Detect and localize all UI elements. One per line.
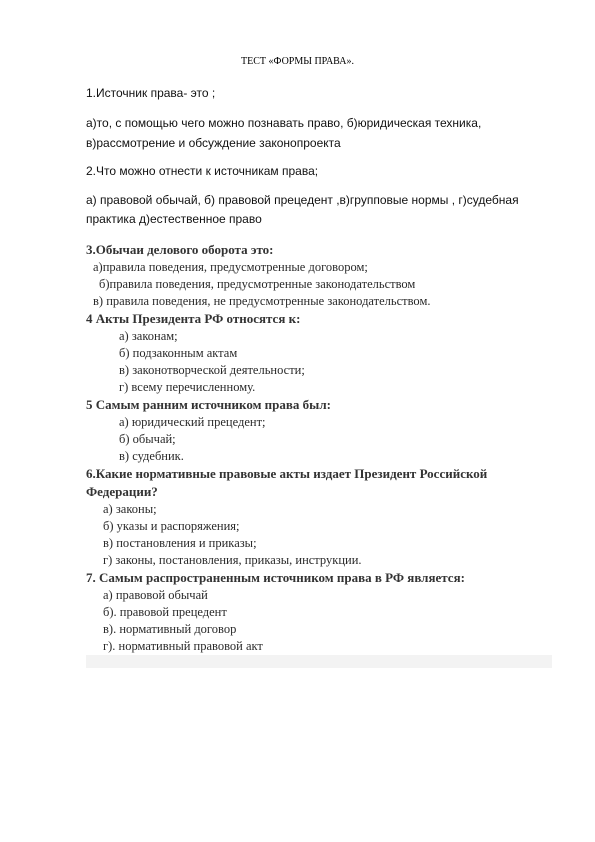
q3-option-b: б)правила поведения, предусмотренные законодательством	[99, 277, 416, 291]
q1-answer-line2: в)рассмотрение и обсуждение законопроекта	[86, 136, 341, 150]
q4-option-d: г) всему перечисленному.	[119, 380, 256, 394]
q4-option-b: б) подзаконным актам	[119, 346, 238, 360]
q7-option-c: в). нормативный договор	[103, 622, 237, 636]
q6-option-b: б) указы и распоряжения;	[103, 519, 240, 533]
q7-option-a: а) правовой обычай	[103, 588, 208, 602]
q3-option-c: в) правила поведения, не предусмотренные законодательством.	[93, 294, 431, 308]
q5-option-a: а) юридический прецедент;	[119, 415, 266, 429]
test-title: ТЕСТ «ФОРМЫ ПРАВА».	[241, 56, 354, 67]
q7-question: 7. Самым распространенным источником права в РФ является:	[86, 570, 465, 585]
q1-question: 1.Источник права- это ;	[86, 86, 216, 100]
q6-option-d: г) законы, постановления, приказы, инструкции.	[103, 553, 362, 567]
q3-question: 3.Обычаи делового оборота это:	[86, 242, 274, 257]
q7-option-d: г). нормативный правовой акт	[103, 639, 263, 653]
q3-option-a: а)правила поведения, предусмотренные договором;	[93, 260, 368, 274]
q4-question: 4 Акты Президента РФ относятся к:	[86, 311, 301, 326]
q1-answer-line1: а)то, с помощью чего можно познавать право, б)юридическая техника,	[86, 116, 482, 130]
q5-option-b: б) обычай;	[119, 432, 176, 446]
q6-question-line2: Федерации?	[86, 484, 158, 499]
shaded-empty-line	[86, 655, 552, 668]
q6-option-a: а) законы;	[103, 502, 157, 516]
q5-question: 5 Самым ранним источником права был:	[86, 397, 331, 412]
q7-option-b: б). правовой прецедент	[103, 605, 227, 619]
q2-answer-line2: практика д)естественное право	[86, 212, 262, 226]
q5-option-c: в) судебник.	[119, 449, 184, 463]
q2-question: 2.Что можно отнести к источникам права;	[86, 164, 319, 178]
q4-option-c: в) законотворческой деятельности;	[119, 363, 305, 377]
q6-question-line1: 6.Какие нормативные правовые акты издает Президент Российской	[86, 466, 488, 481]
q4-option-a: а) законам;	[119, 329, 178, 343]
q6-option-c: в) постановления и приказы;	[103, 536, 257, 550]
q2-answer-line1: а) правовой обычай, б) правовой прецедент ,в)групповые нормы , г)судебная	[86, 193, 519, 207]
